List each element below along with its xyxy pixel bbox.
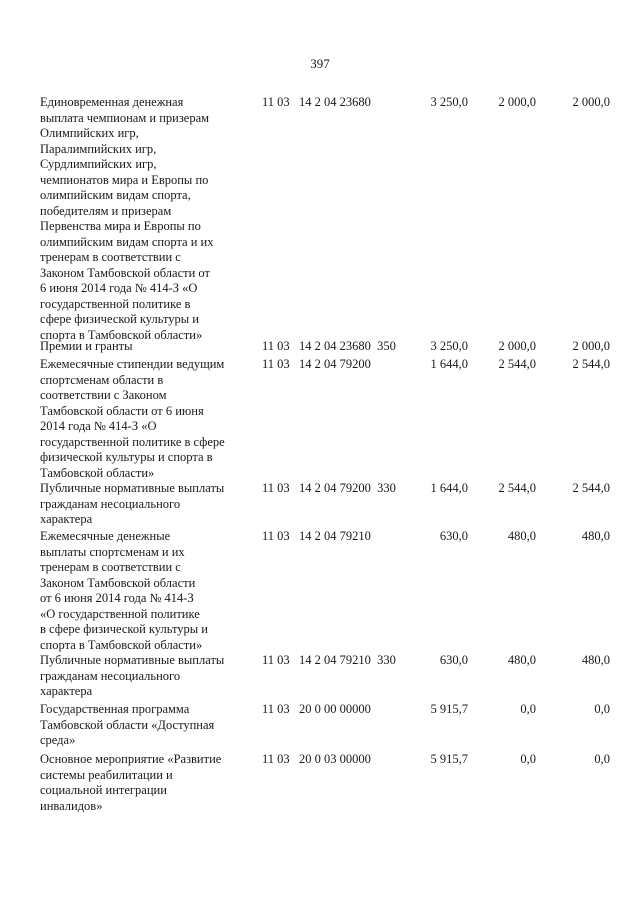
row-value-1: 3 250,0: [430, 95, 468, 109]
row-value-1: 3 250,0: [430, 339, 468, 353]
row-code: 11 03 20 0 00 00000: [262, 702, 371, 716]
row-value-3: 0,0: [594, 702, 610, 716]
row-value-1: 5 915,7: [430, 702, 468, 716]
row-value-3: 480,0: [581, 653, 610, 667]
row-value-3: 2 000,0: [572, 95, 610, 109]
row-description: Ежемесячные стипендии ведущим спортсменам области в соответствии с Законом Тамбовской области от 6 июня 2014 года № 414-З «О государственной политике в сфере физической культуры и спорта в Тамбовской области»: [40, 357, 225, 480]
row-description: Публичные нормативные выплаты гражданам несоциального характера: [40, 481, 225, 526]
row-value-1: 630,0: [439, 653, 468, 667]
row-value-3: 480,0: [581, 529, 610, 543]
row-description: Основное мероприятие «Развитие системы реабилитации и социальной интеграции инвалидов»: [40, 752, 222, 813]
row-value-1: 630,0: [439, 529, 468, 543]
row-value-2: 480,0: [507, 529, 536, 543]
row-value-2: 2 544,0: [498, 481, 536, 495]
row-description: Ежемесячные денежные выплаты спортсменам и их тренерам в соответствии с Законом Тамбовской области от 6 июня 2014 года № 414-З «О государственной политике в сфере физической культуры и спорта в Тамбовской области»: [40, 529, 208, 652]
row-code: 11 03 20 0 03 00000: [262, 752, 371, 766]
row-code: 11 03 14 2 04 79200 330: [262, 481, 396, 495]
row-value-1: 1 644,0: [430, 357, 468, 371]
row-value-2: 0,0: [520, 702, 536, 716]
row-value-1: 1 644,0: [430, 481, 468, 495]
row-code: 11 03 14 2 04 23680 350: [262, 339, 396, 353]
row-description: Публичные нормативные выплаты гражданам несоциального характера: [40, 653, 225, 698]
row-value-2: 480,0: [507, 653, 536, 667]
row-value-2: 2 000,0: [498, 339, 536, 353]
row-code: 11 03 14 2 04 79200: [262, 357, 371, 371]
row-value-2: 2 000,0: [498, 95, 536, 109]
page-number: 397: [310, 56, 330, 71]
row-description: Единовременная денежная выплата чемпионам и призерам Олимпийских игр, Паралимпийских игр, Сурдлимпийских игр, чемпионатов мира и Европы по олимпийским видам спорта, победителям и призерам Первенства мира и Европы по олимпийским видам спорта и их тренерам в соответствии с Законом Тамбовской области от 6 июня 2014 года № 414-З «О государственной политике в сфере физической культуры и спорта в Тамбовской области»: [40, 95, 214, 342]
row-value-3: 2 544,0: [572, 481, 610, 495]
row-code: 11 03 14 2 04 79210: [262, 529, 371, 543]
row-value-2: 2 544,0: [498, 357, 536, 371]
row-value-3: 0,0: [594, 752, 610, 766]
row-code: 11 03 14 2 04 23680: [262, 95, 371, 109]
row-value-1: 5 915,7: [430, 752, 468, 766]
row-value-3: 2 000,0: [572, 339, 610, 353]
row-description: Государственная программа Тамбовской области «Доступная среда»: [40, 702, 215, 747]
row-value-2: 0,0: [520, 752, 536, 766]
row-description: Премии и гранты: [40, 339, 133, 353]
row-value-3: 2 544,0: [572, 357, 610, 371]
row-code: 11 03 14 2 04 79210 330: [262, 653, 396, 667]
